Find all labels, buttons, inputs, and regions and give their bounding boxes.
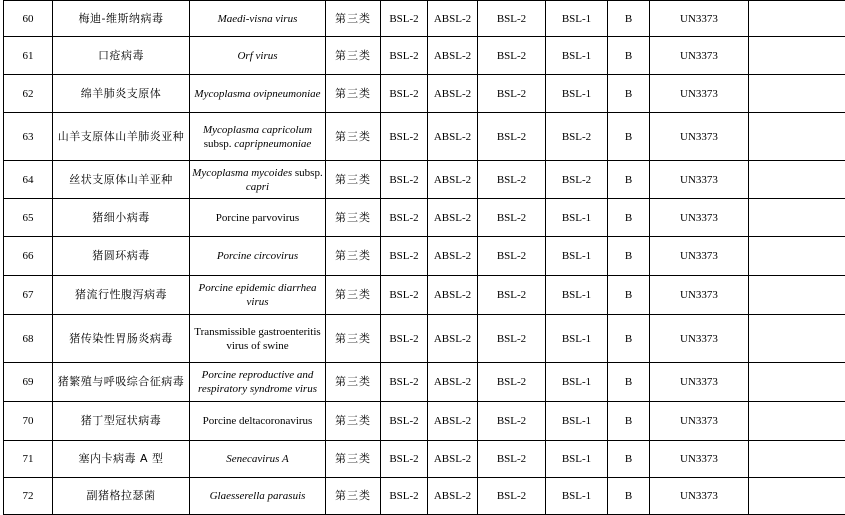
scientific-name-part: capri — [246, 181, 269, 193]
row-number: 62 — [4, 75, 53, 113]
lab-level-a: BSL-2 — [381, 161, 428, 199]
hazard-class: 第三类 — [326, 199, 381, 237]
transport-category: B — [608, 315, 650, 363]
hazard-class: 第三类 — [326, 75, 381, 113]
chinese-name: 猪传染性胃肠炎病毒 — [53, 315, 190, 363]
un-number: UN3373 — [650, 402, 749, 441]
scientific-name-part: Orf virus — [237, 50, 277, 62]
scientific-name-part: Transmissible gastroenteritis virus of swine — [194, 326, 320, 352]
transport-category: B — [608, 113, 650, 161]
un-number: UN3373 — [650, 113, 749, 161]
scientific-name-part: Maedi-visna virus — [218, 13, 298, 25]
chinese-name: 猪流行性腹泻病毒 — [53, 276, 190, 315]
lab-level-a: BSL-2 — [381, 237, 428, 276]
scientific-name — [190, 113, 326, 161]
scientific-name-part: Porcine reproductive and respiratory syndrome virus — [198, 369, 317, 395]
lab-level-b: ABSL-2 — [428, 37, 478, 75]
hazard-class: 第三类 — [326, 276, 381, 315]
lab-level-c: BSL-2 — [478, 402, 546, 441]
lab-level-b: ABSL-2 — [428, 478, 478, 515]
table-row — [4, 315, 845, 363]
scientific-name — [190, 402, 326, 441]
table-row — [4, 199, 845, 237]
scientific-name-part: Porcine epidemic diarrhea virus — [199, 282, 317, 308]
scientific-name-part: capripneumoniae — [234, 138, 311, 150]
lab-level-b: ABSL-2 — [428, 199, 478, 237]
transport-category: B — [608, 478, 650, 515]
un-number: UN3373 — [650, 363, 749, 402]
table-row — [4, 276, 845, 315]
lab-level-d: BSL-1 — [546, 199, 608, 237]
hazard-class: 第三类 — [326, 315, 381, 363]
remarks — [749, 37, 845, 75]
scientific-name-part: subsp. — [292, 167, 323, 179]
lab-level-b: ABSL-2 — [428, 1, 478, 37]
chinese-name: 塞内卡病毒 A 型 — [53, 441, 190, 478]
chinese-name: 绵羊肺炎支原体 — [53, 75, 190, 113]
table-row — [4, 478, 845, 515]
remarks — [749, 363, 845, 402]
row-number: 66 — [4, 237, 53, 276]
lab-level-c: BSL-2 — [478, 1, 546, 37]
remarks — [749, 237, 845, 276]
scientific-name-part: Senecavirus A — [226, 453, 288, 465]
chinese-name: 副猪格拉瑟菌 — [53, 478, 190, 515]
transport-category: B — [608, 199, 650, 237]
lab-level-c: BSL-2 — [478, 37, 546, 75]
chinese-name: 猪圆环病毒 — [53, 237, 190, 276]
table-body — [4, 1, 845, 515]
lab-level-c: BSL-2 — [478, 363, 546, 402]
row-number: 64 — [4, 161, 53, 199]
scientific-name-part: Mycoplasma capricolum — [203, 124, 312, 136]
row-number: 70 — [4, 402, 53, 441]
lab-level-b: ABSL-2 — [428, 237, 478, 276]
row-number: 60 — [4, 1, 53, 37]
remarks — [749, 478, 845, 515]
lab-level-c: BSL-2 — [478, 276, 546, 315]
scientific-name-part: subsp. — [204, 138, 235, 150]
table-row — [4, 113, 845, 161]
scientific-name-part: Mycoplasma mycoides — [192, 167, 292, 179]
lab-level-d: BSL-1 — [546, 237, 608, 276]
lab-level-d: BSL-2 — [546, 161, 608, 199]
remarks — [749, 276, 845, 315]
un-number: UN3373 — [650, 75, 749, 113]
hazard-class: 第三类 — [326, 161, 381, 199]
lab-level-a: BSL-2 — [381, 37, 428, 75]
lab-level-b: ABSL-2 — [428, 315, 478, 363]
lab-level-c: BSL-2 — [478, 315, 546, 363]
lab-level-d: BSL-1 — [546, 363, 608, 402]
remarks — [749, 161, 845, 199]
hazard-class: 第三类 — [326, 237, 381, 276]
lab-level-b: ABSL-2 — [428, 161, 478, 199]
scientific-name-part: Porcine deltacoronavirus — [203, 415, 313, 427]
hazard-class: 第三类 — [326, 1, 381, 37]
table-row — [4, 75, 845, 113]
table-row — [4, 161, 845, 199]
scientific-name — [190, 478, 326, 515]
scientific-name — [190, 363, 326, 402]
lab-level-d: BSL-1 — [546, 478, 608, 515]
remarks — [749, 441, 845, 478]
lab-level-a: BSL-2 — [381, 113, 428, 161]
lab-level-c: BSL-2 — [478, 113, 546, 161]
chinese-name: 山羊支原体山羊肺炎亚种 — [53, 113, 190, 161]
lab-level-c: BSL-2 — [478, 199, 546, 237]
scientific-name — [190, 237, 326, 276]
scientific-name — [190, 199, 326, 237]
row-number: 61 — [4, 37, 53, 75]
lab-level-a: BSL-2 — [381, 315, 428, 363]
lab-level-d: BSL-2 — [546, 113, 608, 161]
table-row — [4, 402, 845, 441]
table-row — [4, 441, 845, 478]
transport-category: B — [608, 441, 650, 478]
lab-level-d: BSL-1 — [546, 75, 608, 113]
chinese-name: 猪丁型冠状病毒 — [53, 402, 190, 441]
transport-category: B — [608, 276, 650, 315]
lab-level-a: BSL-2 — [381, 75, 428, 113]
chinese-name: 猪细小病毒 — [53, 199, 190, 237]
lab-level-c: BSL-2 — [478, 237, 546, 276]
lab-level-b: ABSL-2 — [428, 276, 478, 315]
transport-category: B — [608, 1, 650, 37]
table-row — [4, 1, 845, 37]
scientific-name-part: Mycoplasma ovipneumoniae — [194, 88, 320, 100]
chinese-name: 梅迪-维斯纳病毒 — [53, 1, 190, 37]
scientific-name — [190, 75, 326, 113]
scientific-name-part: Glaesserella parasuis — [210, 490, 306, 502]
scientific-name — [190, 161, 326, 199]
lab-level-d: BSL-1 — [546, 402, 608, 441]
row-number: 63 — [4, 113, 53, 161]
lab-level-d: BSL-1 — [546, 276, 608, 315]
remarks — [749, 75, 845, 113]
row-number: 68 — [4, 315, 53, 363]
row-number: 72 — [4, 478, 53, 515]
chinese-name: 口疮病毒 — [53, 37, 190, 75]
chinese-name: 丝状支原体山羊亚种 — [53, 161, 190, 199]
scientific-name-part: Porcine circovirus — [217, 250, 298, 262]
lab-level-b: ABSL-2 — [428, 75, 478, 113]
pathogen-table — [3, 0, 845, 515]
table-row — [4, 37, 845, 75]
hazard-class: 第三类 — [326, 363, 381, 402]
transport-category: B — [608, 37, 650, 75]
lab-level-c: BSL-2 — [478, 75, 546, 113]
scientific-name — [190, 315, 326, 363]
lab-level-b: ABSL-2 — [428, 441, 478, 478]
lab-level-a: BSL-2 — [381, 199, 428, 237]
scientific-name — [190, 37, 326, 75]
un-number: UN3373 — [650, 276, 749, 315]
remarks — [749, 113, 845, 161]
lab-level-a: BSL-2 — [381, 441, 428, 478]
un-number: UN3373 — [650, 441, 749, 478]
un-number: UN3373 — [650, 1, 749, 37]
un-number: UN3373 — [650, 161, 749, 199]
lab-level-c: BSL-2 — [478, 441, 546, 478]
row-number: 71 — [4, 441, 53, 478]
row-number: 65 — [4, 199, 53, 237]
scientific-name — [190, 1, 326, 37]
lab-level-b: ABSL-2 — [428, 363, 478, 402]
table-row — [4, 363, 845, 402]
lab-level-d: BSL-1 — [546, 441, 608, 478]
scientific-name — [190, 276, 326, 315]
hazard-class: 第三类 — [326, 441, 381, 478]
un-number: UN3373 — [650, 478, 749, 515]
row-number: 69 — [4, 363, 53, 402]
un-number: UN3373 — [650, 37, 749, 75]
un-number: UN3373 — [650, 199, 749, 237]
hazard-class: 第三类 — [326, 37, 381, 75]
transport-category: B — [608, 75, 650, 113]
transport-category: B — [608, 237, 650, 276]
lab-level-b: ABSL-2 — [428, 113, 478, 161]
hazard-class: 第三类 — [326, 402, 381, 441]
lab-level-b: ABSL-2 — [428, 402, 478, 441]
un-number: UN3373 — [650, 237, 749, 276]
remarks — [749, 402, 845, 441]
lab-level-d: BSL-1 — [546, 1, 608, 37]
lab-level-a: BSL-2 — [381, 478, 428, 515]
un-number: UN3373 — [650, 315, 749, 363]
row-number: 67 — [4, 276, 53, 315]
scientific-name — [190, 441, 326, 478]
chinese-name: 猪繁殖与呼吸综合征病毒 — [53, 363, 190, 402]
remarks — [749, 315, 845, 363]
hazard-class: 第三类 — [326, 478, 381, 515]
hazard-class: 第三类 — [326, 113, 381, 161]
lab-level-a: BSL-2 — [381, 402, 428, 441]
remarks — [749, 1, 845, 37]
table-row — [4, 237, 845, 276]
remarks — [749, 199, 845, 237]
lab-level-a: BSL-2 — [381, 363, 428, 402]
lab-level-a: BSL-2 — [381, 1, 428, 37]
lab-level-c: BSL-2 — [478, 161, 546, 199]
scientific-name-part: Porcine parvovirus — [216, 212, 299, 224]
lab-level-d: BSL-1 — [546, 315, 608, 363]
transport-category: B — [608, 402, 650, 441]
lab-level-a: BSL-2 — [381, 276, 428, 315]
lab-level-c: BSL-2 — [478, 478, 546, 515]
transport-category: B — [608, 161, 650, 199]
lab-level-d: BSL-1 — [546, 37, 608, 75]
transport-category: B — [608, 363, 650, 402]
